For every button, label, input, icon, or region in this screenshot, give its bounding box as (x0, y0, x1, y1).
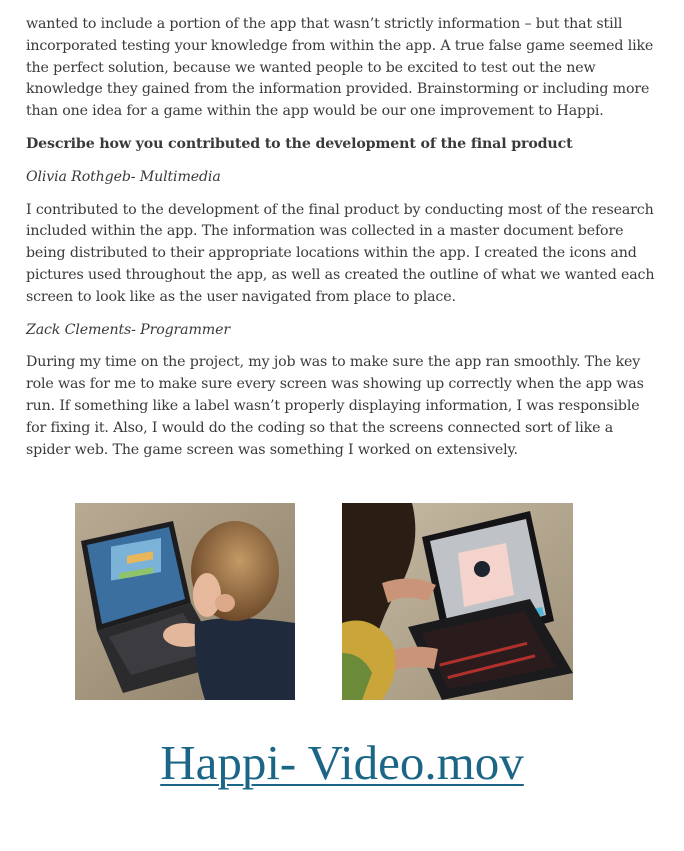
document-body (26, 14, 658, 472)
section-heading: Describe how you contributed to the development of the final product (26, 135, 573, 152)
video-file-link[interactable]: Happi- Video.mov (160, 735, 524, 790)
intro-paragraph: wanted to include a portion of the app that wasn’t strictly information – but that still incorporated testing your knowledge from within the app. A true false game seemed like the perfect solution, because we wanted people to be excited to test out the new knowledge they gained from the information provided. Brainstorming or including more than one idea for a game within the app would be our one improvement to Happi. (26, 16, 654, 120)
photo-girl-with-laptop (342, 503, 573, 700)
contributor-role-olivia: Olivia Rothgeb- Multimedia (26, 168, 221, 185)
contributor-role-zack: Zack Clements- Programmer (26, 321, 230, 338)
contributor-paragraph-zack: During my time on the project, my job was to make sure the app ran smoothly. The key role was for me to make sure every screen was showing up correctly when the app was run. If something like a label wasn’t properly displaying information, I was responsible for fixing it. Also, I would do the coding so that the screens connected sort of like a spider web. The game screen was something I worked on extensively. (26, 354, 644, 458)
photo-boy-with-laptop (75, 503, 295, 700)
contributor-paragraph-olivia: I contributed to the development of the final product by conducting most of the research included within the app. The information was collected in a master document before being distributed to their appropriate locations within the app. I created the icons and pictures used throughout the app, as well as created the outline of what we wanted each screen to look like as the user navigated from place to place. (26, 201, 655, 305)
